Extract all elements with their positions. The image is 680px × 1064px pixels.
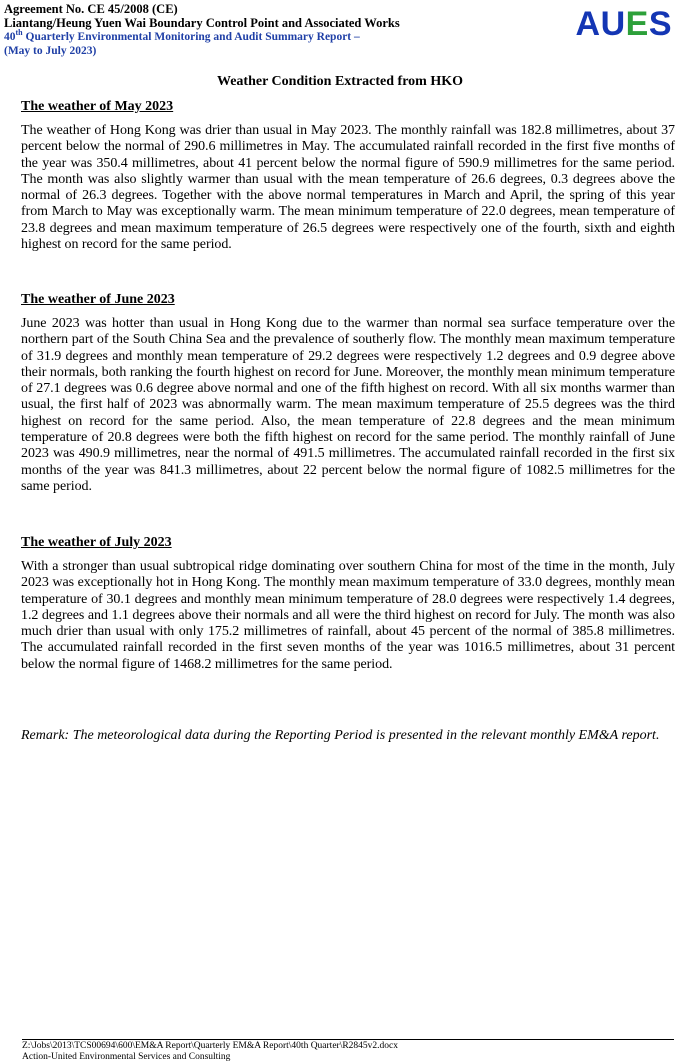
document-header: [4, 2, 564, 58]
section-july: [21, 535, 675, 673]
section-heading-july: The weather of July 2023: [21, 535, 172, 550]
report-number-suffix: th: [15, 28, 23, 38]
page-title: Weather Condition Extracted from HKO: [216, 74, 464, 89]
logo-part-au: AU: [575, 5, 626, 43]
agreement-number: Agreement No. CE 45/2008 (CE): [4, 2, 178, 16]
report-number: 40: [4, 31, 16, 43]
company-name: Action-United Environmental Services and Consulting: [22, 1052, 231, 1062]
section-heading-may: The weather of May 2023: [21, 99, 174, 114]
logo-part-s: S: [648, 5, 672, 43]
report-period: (May to July 2023): [4, 45, 97, 57]
footer-divider: [22, 1039, 674, 1040]
report-title-text: Quarterly Environmental Monitoring and Audit Summary Report –: [22, 31, 360, 43]
section-text-may: The weather of Hong Kong was drier than usual in May 2023. The monthly rainfall was 182.8 millimetres, about 37 percent below the normal of 290.6 millimetres in May. The accumulated rainfall recorded in the first five months of the year was 350.4 millimetres, about 41 percent below the normal figure of 590.9 millimetres for the same period. The month was also slightly warmer than usual with the mean temperature of 26.6 degrees, 0.3 degrees above the normal of 26.3 degrees. Together with the above normal temperatures in March and April, the spring of this year from March to May was exceptionally warm. The mean minimum temperature of 22.0 degrees, mean temperature of 23.8 degrees and mean maximum temperature of 26.5 degrees were respectively one of the fourth, sixth and eighth highest on record for the same period.: [21, 123, 675, 253]
logo-part-e: E: [625, 5, 649, 43]
section-heading-june: The weather of June 2023: [21, 292, 175, 307]
section-text-july: With a stronger than usual subtropical ridge dominating over southern China for most of the time in the month, July 2023 was exceptionally hot in Hong Kong. The monthly mean maximum temperature of 33.0 degrees, monthly mean temperature of 30.1 degrees and monthly mean minimum temperature of 28.0 degrees were respectively 1.4 degrees, 1.2 degrees and 1.1 degrees above their normals and all were the third highest on record for July. The month was also much drier than usual with only 175.2 millimetres of rainfall, about 45 percent of the normal of 385.8 millimetres. The accumulated rainfall recorded in the first seven months of the year was 1016.5 millimetres, about 31 percent below the normal figure of 1468.2 millimetres for the same period.: [21, 559, 675, 672]
section-may: [21, 99, 675, 253]
file-path: Z:\Jobs\2013\TCS00694\600\EM&A Report\Quarterly EM&A Report\40th Quarter\R2845v2.docx: [22, 1041, 399, 1051]
section-june: [21, 292, 675, 495]
document-footer: [22, 1041, 674, 1063]
report-title: [4, 30, 564, 44]
remark-block: [21, 728, 675, 744]
section-text-june: June 2023 was hotter than usual in Hong Kong due to the warmer than normal sea surface temperature over the northern part of the South China Sea and the prevalence of southerly flow. The monthly mean maximum temperature of 31.9 degrees and monthly mean temperature of 29.2 degrees were respectively 1.2 degrees and 0.9 degree above their normals, both ranking the fourth highest on record for June. Moreover, the monthly mean minimum temperature of 27.1 degrees was 0.6 degree above normal and one of the fifth highest on record. With all six months warmer than usual, the first half of 2023 was abnormally warm. The mean maximum temperature of 25.5 degrees was the third highest on record for the same period. Also, the mean temperature of 22.8 degrees and the mean minimum temperature of 20.8 degrees were both the fifth highest on record for the same period. The monthly rainfall of June 2023 was 490.9 millimetres, near the normal of 491.5 millimetres. The accumulated rainfall recorded in the first six months of the year was 841.3 millimetres, about 22 percent below the normal figure of 1082.5 millimetres for the same period.: [21, 316, 675, 494]
project-title: Liantang/Heung Yuen Wai Boundary Control Point and Associated Works: [4, 16, 400, 30]
remark-text: Remark: The meteorological data during the Reporting Period is presented in the relevant monthly EM&A report.: [21, 728, 660, 743]
aues-logo: [576, 4, 672, 44]
